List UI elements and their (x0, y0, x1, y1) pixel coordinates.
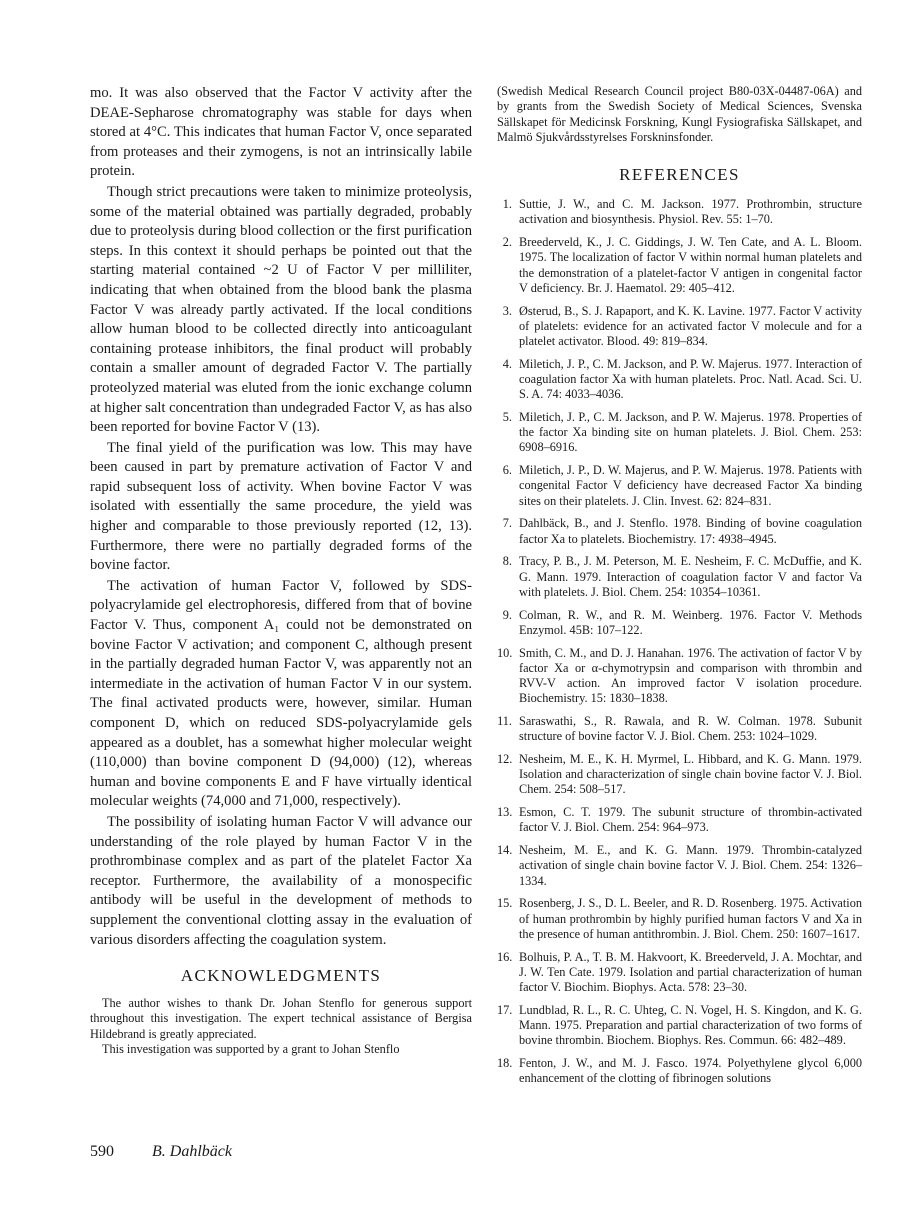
reference-number: 6. (502, 463, 512, 478)
reference-number: 1. (502, 197, 512, 212)
reference-text: Dahlbäck, B., and J. Stenflo. 1978. Binding of bovine coagulation factor Xa to platelets. Biochemistry. 17: 4938–4945. (519, 516, 862, 546)
reference-item (497, 1056, 862, 1086)
reference-text: Østerud, B., S. J. Rapaport, and K. K. Lavine. 1977. Factor V activity of platelets: evidence for an activated factor V molecule and for a platelet activator. Blood. 49: 819–834. (519, 303, 862, 348)
reference-number: 8. (502, 554, 512, 569)
reference-item (497, 304, 862, 350)
reference-text: Smith, C. M., and D. J. Hanahan. 1976. The activation of factor V by factor Xa or α-chymotrypsin and comparison with thrombin and RVV-V action. An improved factor V isolation procedure. Biochemistry. 15: 1830–1838. (519, 645, 862, 706)
reference-item (497, 1003, 862, 1049)
reference-text: Rosenberg, J. S., D. L. Beeler, and R. D. Rosenberg. 1975. Activation of human prothrombin by highly purified human factors V and Xa in the presence of human antithrombin. J. Biol. Chem. 250: 1607–1617. (519, 896, 862, 941)
page-number: 590 (90, 1143, 114, 1160)
reference-item (497, 554, 862, 600)
references-heading: REFERENCES (619, 165, 740, 185)
running-author: B. Dahlbäck (152, 1143, 232, 1160)
reference-text: Colman, R. W., and R. M. Weinberg. 1976. Factor V. Methods Enzymol. 45B: 107–122. (519, 607, 862, 637)
body-paragraph: Though strict precautions were taken to minimize proteolysis, some of the material obtained was partially degraded, probably due to proteolysis during blood collection or the first purification steps. In this context it should perhaps be pointed out that the starting material contained ~2 U of Factor V per milliliter, indicating that when obtained from the blood bank the plasma Factor V was already partly activated. If the local conditions allow human blood to be collected directly into anticoagulant containing protease inhibitors, the final product will probably contain a smaller amount of degraded Factor V. The partially proteolyzed material was eluted from the ionic exchange column at higher salt concentration than undegraded Factor V, as has also been reported for bovine Factor V (13). (90, 183, 472, 436)
reference-text: Esmon, C. T. 1979. The subunit structure of thrombin-activated factor V. J. Biol. Chem. 254: 964–973. (519, 805, 862, 835)
acknowledgments-continuation: (Swedish Medical Research Council project B80-03X-04487-06A) and by grants from the Swedish Society of Medical Sciences, Svenska Sällskapet för Medicinsk Forskning, Kungl Fysiografiska Sällskapet, and Malmö Sjukvårdsstyrelses Forskninsfonder. (497, 84, 862, 144)
reference-item (497, 197, 862, 227)
reference-number: 18. (497, 1056, 513, 1071)
reference-item (497, 235, 862, 296)
acknowledgments-paragraph: This investigation was supported by a grant to Johan Stenflo (102, 1042, 400, 1057)
reference-number: 15. (497, 896, 513, 911)
body-paragraph: The final yield of the purification was low. This may have been caused in part by premature activation of Factor V and rapid subsequent loss of activity. When bovine Factor V was isolated with essentially the same procedure, the yield was higher and comparable to those previously reported (12, 13). Furthermore, there were no partially degraded forms of the bovine factor. (90, 439, 472, 574)
reference-item (497, 805, 862, 835)
reference-number: 3. (502, 303, 512, 318)
reference-text: Tracy, P. B., J. M. Peterson, M. E. Nesheim, F. C. McDuffie, and K. G. Mann. 1979. Interaction of coagulation factor V and factor Va with platelets. J. Biol. Chem. 254: 10354–10361. (519, 554, 862, 599)
reference-item (497, 896, 862, 942)
reference-text: Suttie, J. W., and C. M. Jackson. 1977. Prothrombin, structure activation and biosynthesis. Physiol. Rev. 55: 1–70. (519, 197, 862, 227)
reference-number: 10. (497, 645, 513, 660)
reference-item (497, 714, 862, 744)
reference-number: 5. (502, 410, 512, 424)
right-column (497, 84, 862, 1094)
reference-number: 11. (497, 714, 512, 729)
reference-text: Miletich, J. P., C. M. Jackson, and P. W. Majerus. 1978. Properties of the factor Xa binding site on human platelets. J. Biol. Chem. 253: 6908–6916. (519, 410, 862, 455)
reference-text: Bolhuis, P. A., T. B. M. Hakvoort, K. Breederveld, J. A. Mochtar, and J. W. Ten Cate. 1979. Isolation and partial characterization of human factor V. Biochim. Biophys. Acta. 578: 23–30. (519, 949, 862, 995)
reference-number: 17. (497, 1002, 513, 1017)
reference-number: 4. (502, 356, 512, 371)
reference-number: 16. (497, 949, 513, 964)
reference-number: 9. (502, 607, 512, 622)
reference-text: Fenton, J. W., and M. J. Fasco. 1974. Polyethylene glycol 6,000 enhancement of the clotting of fibrinogen solutions (519, 1056, 862, 1086)
body-paragraph: The possibility of isolating human Factor V will advance our understanding of the role played by human Factor V in the prothrombinase complex and as part of the platelet Factor Xa receptor. Furthermore, the availability of a monospecific antibody will be useful in the development of methods to supplement the conventional clotting assay in the evaluation of various disorders affecting the coagulation system. (90, 813, 472, 948)
reference-text: Nesheim, M. E., and K. G. Mann. 1979. Thrombin-catalyzed activation of single chain bovine factor V. J. Biol. Chem. 254: 1326–1334. (519, 843, 862, 888)
acknowledgments-paragraph: The author wishes to thank Dr. Johan Stenflo for generous support throughout this investigation. The expert technical assistance of Bergisa Hildebrand is greatly appreciated. (90, 996, 472, 1041)
reference-number: 2. (502, 235, 512, 250)
reference-number: 13. (497, 805, 513, 820)
page-footer (90, 1143, 232, 1161)
reference-item (497, 950, 862, 996)
reference-item (497, 608, 862, 638)
reference-list (497, 197, 862, 1086)
reference-text: Miletich, J. P., D. W. Majerus, and P. W. Majerus. 1978. Patients with congenital Factor V deficiency have decreased Factor Xa binding sites on their platelets. J. Clin. Invest. 62: 824–831. (519, 463, 862, 508)
reference-item (497, 357, 862, 403)
body-paragraph: mo. It was also observed that the Factor V activity after the DEAE-Sepharose chromatography was stable for days when stored at 4°C. This indicates that human Factor V, once separated from proteases and their zymogens, is not an intrinsically labile protein. (90, 85, 472, 180)
reference-number: 14. (497, 843, 513, 858)
body-paragraph: The activation of human Factor V, followed by SDS-polyacrylamide gel electrophoresis, differed from that of bovine Factor V. Thus, component A₁ could not be demonstrated on bovine Factor V activation; and component C, although present in the partially degraded human Factor V, was apparently not an intermediate in the activation of human Factor V in our system. The final activated products were, however, similar. Human component D, which on reduced SDS-polyacrylamide gels appeared as a doublet, has a somewhat higher molecular weight (110,000) than bovine component D (94,000) (12), whereas human and bovine components E and F have virtually identical molecular weights (74,000 and 71,000, respectively). (90, 577, 472, 810)
reference-text: Breederveld, K., J. C. Giddings, J. W. Ten Cate, and A. L. Bloom. 1975. The localization of factor V within normal human platelets and the demonstration of a platelet-factor V antigen in congenital factor V deficiency. Br. J. Haematol. 29: 405–412. (519, 235, 862, 295)
reference-item (497, 516, 862, 546)
reference-item (497, 843, 862, 889)
reference-item (497, 752, 862, 798)
left-column (90, 84, 472, 1057)
reference-number: 7. (502, 516, 512, 531)
reference-number: 12. (497, 752, 513, 767)
acknowledgments-heading: ACKNOWLEDGMENTS (180, 966, 382, 986)
reference-item (497, 463, 862, 509)
reference-item (497, 410, 862, 456)
reference-text: Lundblad, R. L., R. C. Uhteg, C. N. Vogel, H. S. Kingdon, and K. G. Mann. 1975. Preparation and partial characterization of two forms of bovine thrombin. Biochem. Biophys. Res. Commun. 66: 482–489. (519, 1002, 862, 1048)
reference-text: Nesheim, M. E., K. H. Myrmel, L. Hibbard, and K. G. Mann. 1979. Isolation and characterization of single chain bovine factor V. J. Biol. Chem. 254: 508–517. (519, 752, 862, 797)
reference-text: Miletich, J. P., C. M. Jackson, and P. W. Majerus. 1977. Interaction of coagulation factor Xa with human platelets. Proc. Natl. Acad. Sci. U. S. A. 74: 4033–4036. (519, 356, 862, 402)
reference-text: Saraswathi, S., R. Rawala, and R. W. Colman. 1978. Subunit structure of bovine factor V. J. Biol. Chem. 253: 1024–1029. (519, 714, 862, 744)
reference-item (497, 646, 862, 707)
